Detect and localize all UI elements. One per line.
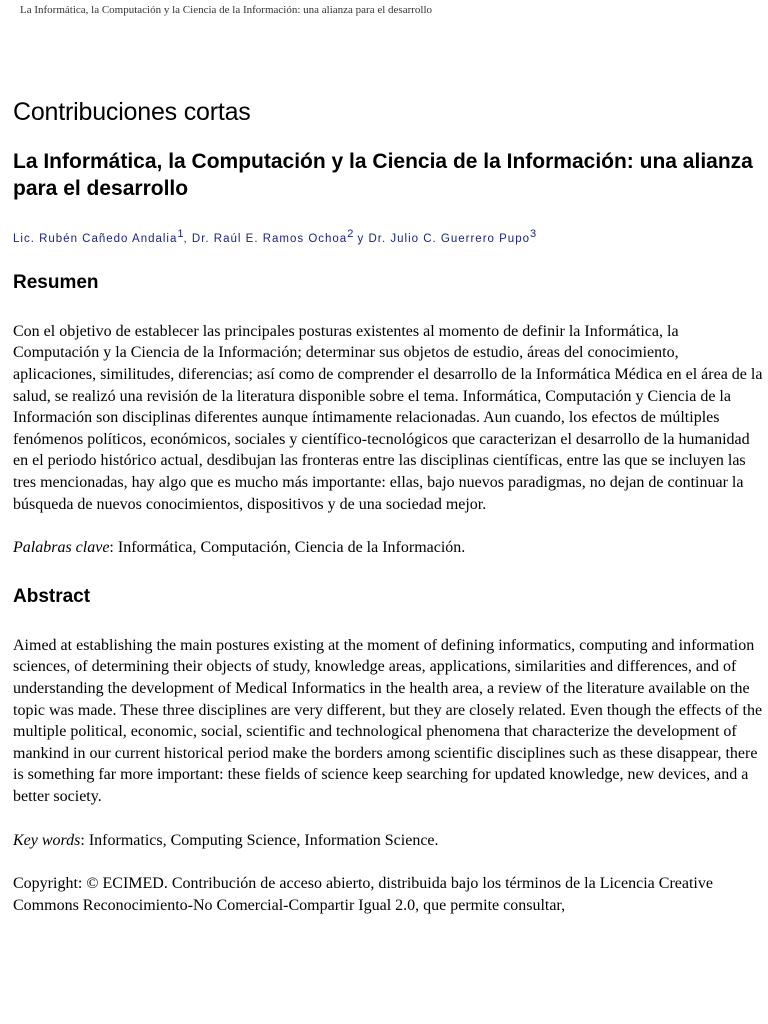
abstract-heading: Abstract: [13, 585, 91, 607]
keywords-label: Key words: [13, 831, 81, 849]
keywords-list: : Informatics, Computing Science, Information Science.: [80, 831, 439, 849]
author-list: [13, 228, 763, 245]
author-affiliation-marker: 2: [347, 228, 354, 240]
article-title: La Informática, la Computación y la Ciencia de la Información: una alianza para el desarrollo: [13, 150, 753, 200]
copyright-notice: Copyright: © ECIMED. Contribución de acceso abierto, distribuida bajo los términos de la Licencia Creative Commons Reconocimiento-No Comercial-Compartir Igual 2.0, que permite consultar,: [13, 875, 713, 914]
resumen-paragraph: Con el objetivo de establecer las principales posturas existentes al momento de definir la Informática, la Computación y la Ciencia de la Información; determinar sus objetos de estudio, áreas del conocimiento, aplicaciones, similitudes, diferencias; así como de comprender el desarrollo de la Informática Médica en el área de la salud, se realizó una revisión de la literatura disponible sobre el tema. Informática, Computación y Ciencia de la Información son disciplinas diferentes aunque íntimamente relacionadas. Aun cuando, los efectos de múltiples fenómenos políticos, económicos, sociales y científico-tecnológicos que caracterizan el desarrollo de la humanidad en el periodo histórico actual, desdibujan las fronteras entre las disciplinas científicas, entre las que se incluyen las tres mencionadas, hay algo que es mucho más importante: ellas, bajo nuevos paradigmas, no dejan de continuar la búsqueda de nuevos conocimientos, dispositivos y de una sociedad mejor.: [13, 322, 763, 513]
resumen-heading: Resumen: [13, 271, 99, 293]
keywords-en: [13, 830, 763, 852]
abstract-paragraph: Aimed at establishing the main postures existing at the moment of defining informatics, computing and information sciences, of determining their objects of study, knowledge areas, applications, similarities and differences, and of understanding the development of Medical Informatics in the health area, a review of the literature available on the topic was made. These three disciplines are very different, but they are closely related. Even though the effects of the multiple political, economic, social, scientific and technological phenomena that characterize the development of mankind in our current historical period make the borders among scientific disciplines such as these disappear, there is something far more important: these fields of science keep searching for updated knowledge, new devices, and a better society.: [13, 636, 763, 805]
author-name: Lic. Rubén Cañedo Andalia: [13, 232, 178, 245]
author-name: Dr. Raúl E. Ramos Ochoa: [191, 232, 348, 245]
keywords-label: Palabras clave: [13, 539, 110, 557]
section-title: Contribuciones cortas: [13, 98, 251, 126]
author-separator: y: [353, 232, 369, 245]
author-name: Dr. Julio C. Guerrero Pupo: [368, 232, 530, 245]
author-affiliation-marker: 1: [177, 228, 184, 240]
author-separator: ,: [183, 232, 192, 245]
keywords-es: [13, 537, 763, 559]
article-content: [13, 96, 763, 916]
running-header: La Informática, la Computación y la Ciencia de la Información: una alianza para el desarrollo: [20, 4, 433, 16]
keywords-list: : Informática, Computación, Ciencia de la Información.: [109, 539, 466, 557]
author-affiliation-marker: 3: [530, 228, 537, 240]
